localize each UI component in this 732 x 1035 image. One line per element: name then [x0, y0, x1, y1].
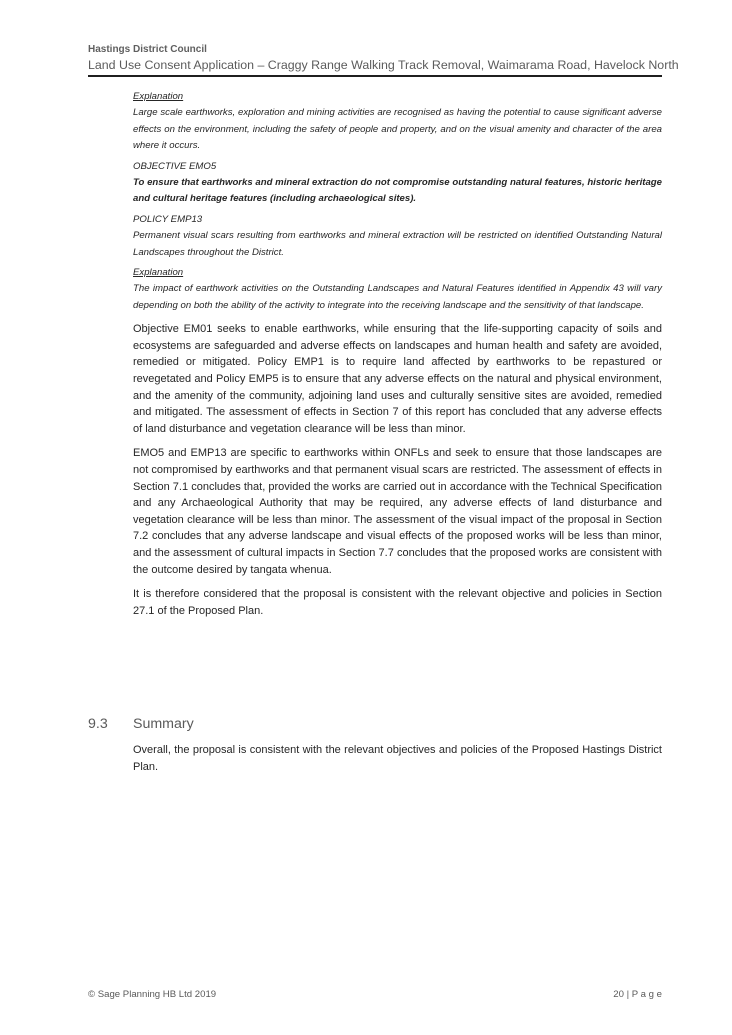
policy-text: Permanent visual scars resulting from earthworks and mineral extraction will be restricted on identified Outstanding Natural Landscapes throughout the District.: [133, 230, 662, 258]
objective-label: OBJECTIVE EMO5: [133, 160, 217, 172]
objective-text: To ensure that earthworks and mineral extraction do not compromise outstanding natural features, historic heritage and cultural heritage features (including archaeological sites).: [133, 177, 662, 205]
explanation-text-2: The impact of earthwork activities on the Outstanding Landscapes and Natural Features identified in Appendix 43 will vary depending on both the ability of the activity to integrate into the receiving landscape and the sensitivity of that landscape.: [133, 283, 662, 311]
document-title: Land Use Consent Application – Craggy Range Walking Track Removal, Waimarama Road, Havelock North: [88, 58, 679, 72]
summary-block: [133, 742, 662, 775]
policy-label: POLICY EMP13: [133, 213, 203, 225]
paragraph-conclusion: It is therefore considered that the proposal is consistent with the relevant objective and policies in Section 27.1 of the Proposed Plan.: [133, 588, 662, 617]
page-number: 20 | P a g e: [613, 989, 662, 1000]
copyright-text: © Sage Planning HB Ltd 2019: [88, 989, 217, 1000]
main-content: [133, 89, 662, 619]
organisation-name: Hastings District Council: [88, 44, 207, 55]
paragraph-emo5: EMO5 and EMP13 are specific to earthworks within ONFLs and seek to ensure that those landscapes are not compromised by earthworks and that permanent visual scars are restricted. The assessment of effects in Section 7.1 concludes that, provided the works are carried out in accordance with the Technical Specification and any Archaeological Authority that may be required, any adverse effects of land disturbance and vegetation clearance will be less than minor. The assessment of the visual impact of the proposal in Section 7.2 concludes that any adverse landscape and visual effects of the proposed works will be less than minor, and the assessment of cultural impacts in Section 7.7 concludes that the proposed works are consistent with the outcome desired by tangata whenua.: [133, 447, 662, 576]
paragraph-em01: Objective EM01 seeks to enable earthworks, while ensuring that the life-supporting capacity of soils and ecosystems are safeguarded and adverse effects on landscapes and human health and safety are avoided, remedied or mitigated. Policy EMP1 is to require land affected by earthworks to be repastured or revegetated and Policy EMP5 is to ensure that any adverse effects on the natural and physical environment, and the amenity of the community, adjoining land uses and culturally sensitive sites are avoided, remedied and mitigated. The assessment of effects in Section 7 of this report has concluded that any adverse effects of land disturbance and vegetation clearance will be less than minor.: [133, 323, 662, 435]
summary-text: Overall, the proposal is consistent with the relevant objectives and policies of the Proposed Hastings District Plan.: [133, 744, 662, 773]
section-number: 9.3: [88, 716, 108, 732]
explanation-text: Large scale earthworks, exploration and mining activities are recognised as having the potential to cause significant adverse effects on the environment, including the safety of people and property, and on the visual amenity and character of the area where it occurs.: [133, 107, 662, 152]
explanation-heading-2: Explanation: [133, 267, 184, 279]
explanation-heading: Explanation: [133, 91, 184, 102]
page-header: [88, 44, 679, 77]
header-divider: [88, 75, 662, 77]
section-title: Summary: [133, 716, 194, 732]
